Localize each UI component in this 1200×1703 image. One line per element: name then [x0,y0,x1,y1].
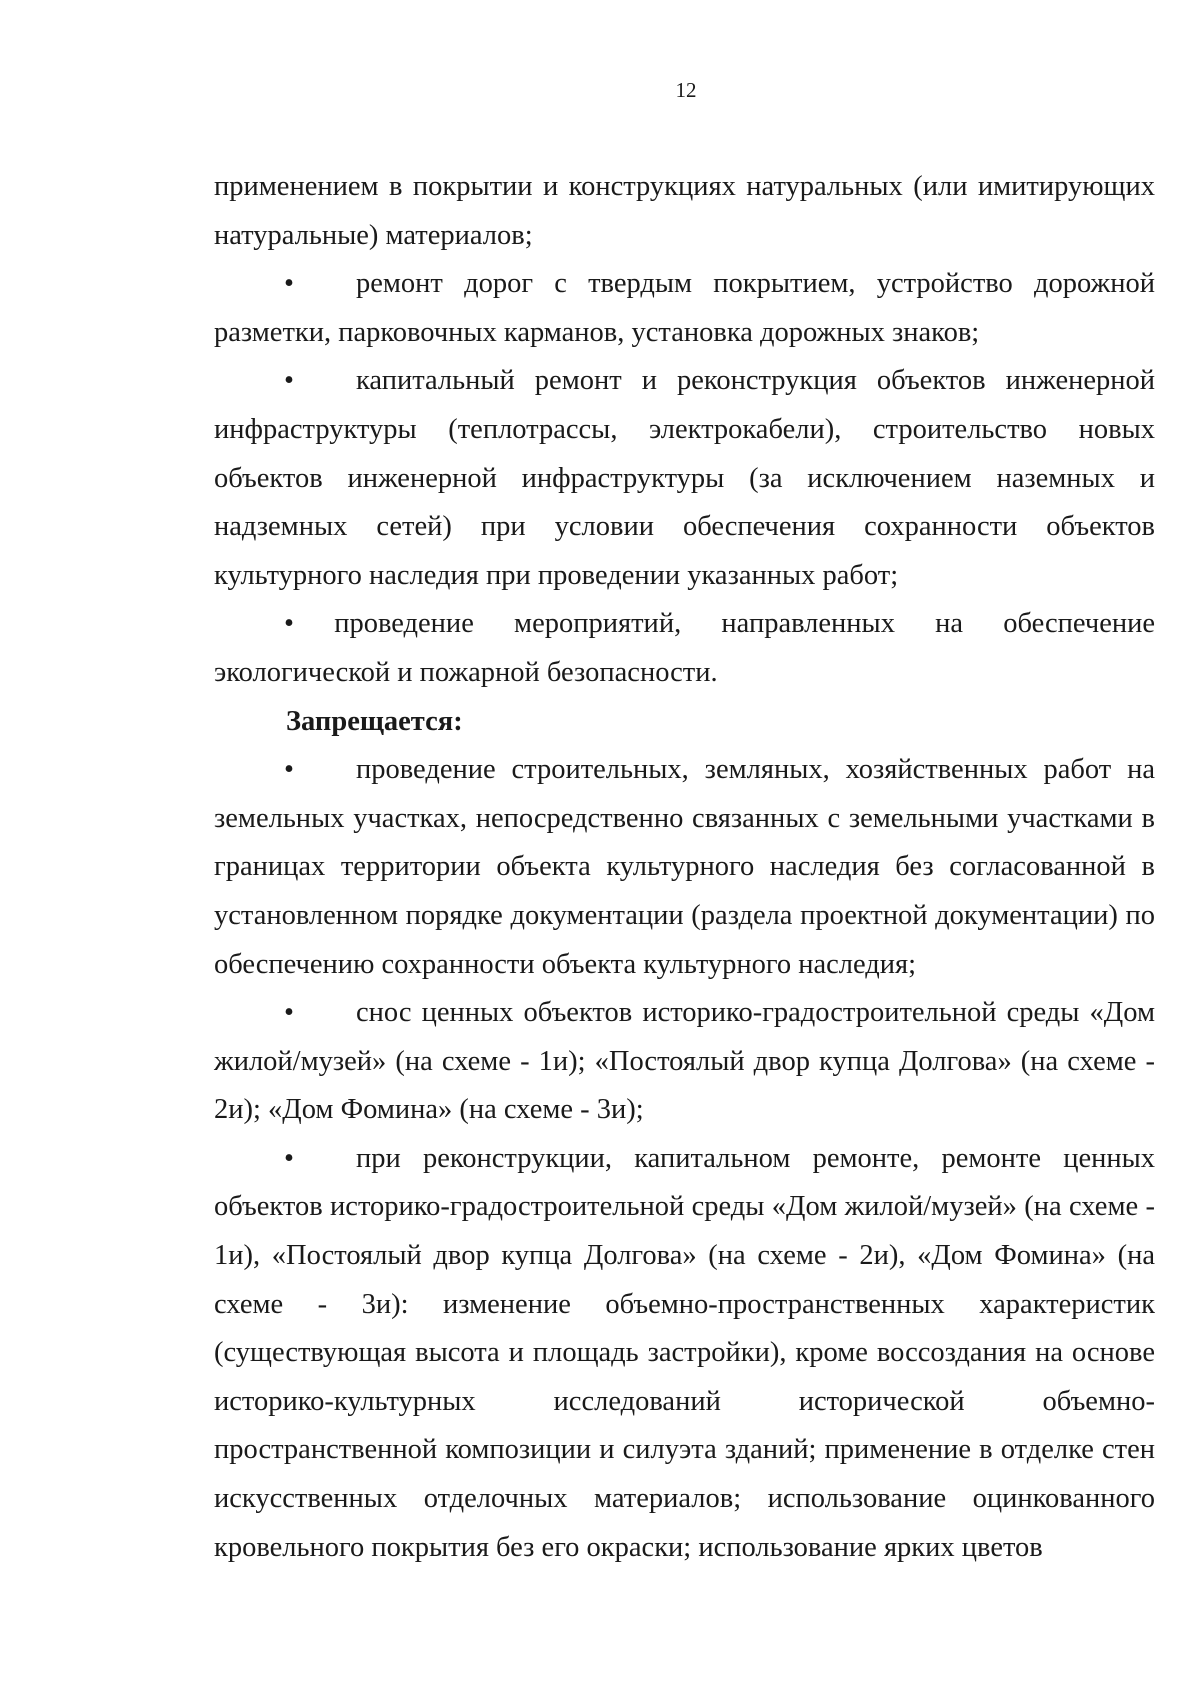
allowed-item-road-repair [214,260,1155,357]
allowed-item-safety [214,600,1155,697]
bullet-icon: • [284,754,294,786]
intro-paragraph: применением в покрытии и конструкциях натуральных (или имитирующих натуральные) материалов; [214,171,1155,251]
list-item-text: снос ценных объектов историко-градостроительной среды «Дом жилой/музей» (на схеме - 1и); «Постоялый двор купца Долгова» (на схеме - 2и); «Дом Фомина» (на схеме - 3и); [214,997,1155,1126]
prohibited-item-reconstruction [214,1135,1155,1572]
document-body [214,163,1155,1572]
bullet-icon: • [284,997,294,1029]
list-item-text: капитальный ремонт и реконструкция объектов инженерной инфраструктуры (теплотрассы, электрокабели), строительство новых объектов инженерной инфраструктуры (за исключением наземных и надземных сетей) при условии обеспечения сохранности объектов культурного наследия при проведении указанных работ; [214,365,1155,591]
list-item-text: проведение строительных, земляных, хозяйственных работ на земельных участках, непосредственно связанных с земельными участками в границах территории объекта культурного наследия без согласованной в установленном порядке документации (раздела проектной документации) по обеспечению сохранности объекта культурного наследия; [214,754,1155,980]
list-item-text: ремонт дорог с твердым покрытием, устройство дорожной разметки, парковочных карманов, установка дорожных знаков; [214,268,1155,348]
list-item-text: проведение мероприятий, направленных на обеспечение экологической и пожарной безопасности. [214,608,1156,688]
prohibited-heading: Запрещается: [286,705,463,737]
prohibited-item-works [214,746,1155,989]
bullet-icon: • [284,608,294,640]
bullet-icon: • [284,268,294,300]
list-item-text: при реконструкции, капитальном ремонте, ремонте ценных объектов историко-градостроительной среды «Дом жилой/музей» (на схеме - 1и), «Постоялый двор купца Долгова» (на схеме - 2и), «Дом Фомина» (на схеме - 3и): изменение объемно-пространственных характеристик (существующая высота и площадь застройки), кроме воссоздания на основе историко-культурных исследований исторической объемно-пространственной композиции и силуэта зданий; применение в отделке стен искусственных отделочных материалов; использование оцинкованного кровельного покрытия без его окраски; использование ярких цветов [214,1142,1155,1563]
bullet-icon: • [284,365,294,397]
page-number: 12 [675,78,697,102]
prohibited-item-demolition [214,989,1155,1135]
bullet-icon: • [284,1142,294,1174]
allowed-item-infrastructure [214,357,1155,600]
